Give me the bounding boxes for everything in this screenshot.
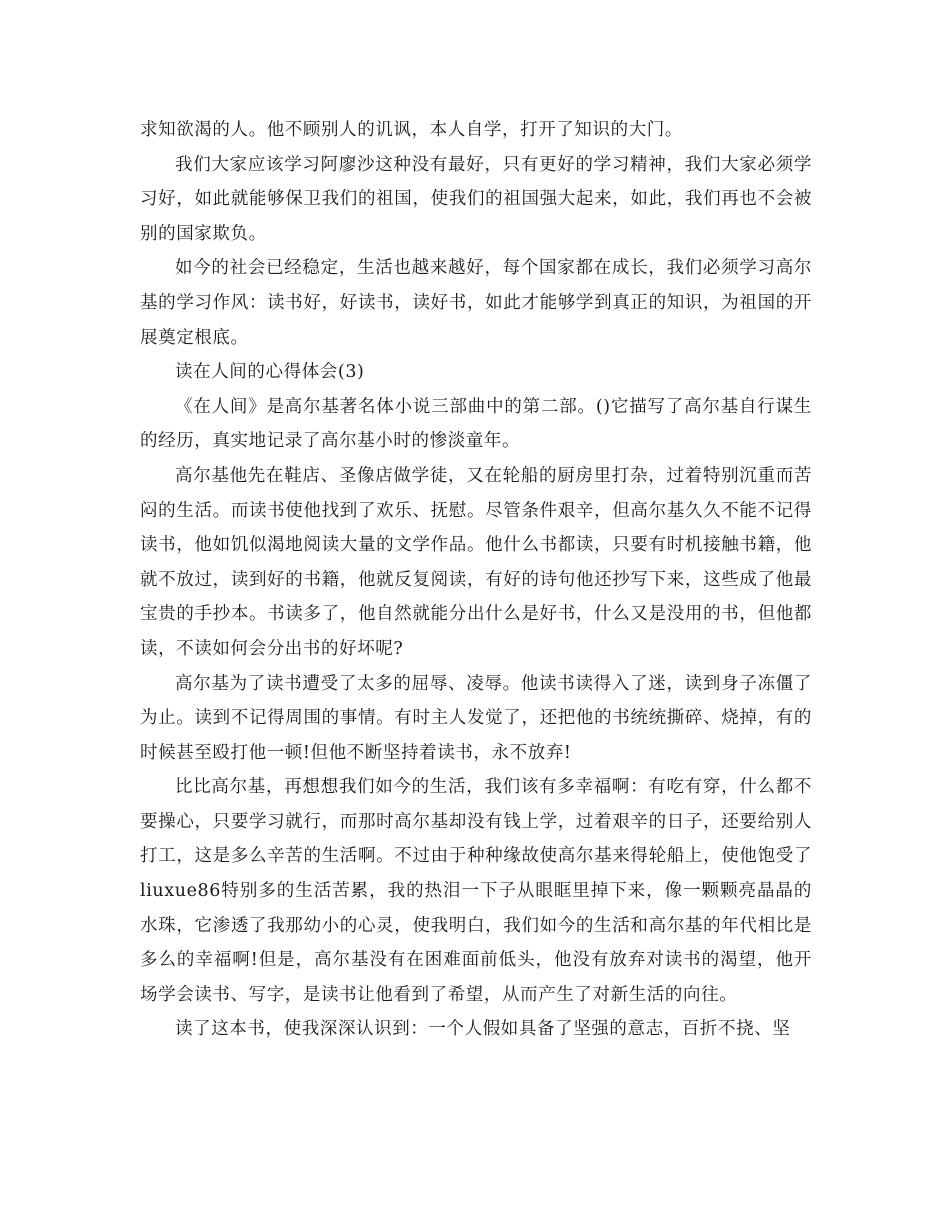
paragraph: 高尔基他先在鞋店、圣像店做学徒，又在轮船的厨房里打杂，过着特别沉重而苦闷的生活。而读书使他找到了欢乐、抚慰。尽管条件艰辛，但高尔基久久不能不记得读书，他如饥似渴地阅读大量的文学作品。他什么书都读，只要有时机接触书籍，他就不放过，读到好的书籍，他就反复阅读，有好的诗句他还抄写下来，这些成了他最宝贵的手抄本。书读多了，他自然就能分出什么是好书，什么又是没用的书，但他都读，不读如何会分出书的好坏呢?: [140, 465, 812, 659]
document-body: [140, 113, 812, 1047]
paragraph: 比比高尔基，再想想我们如今的生活，我们该有多幸福啊：有吃有穿，什么都不要操心，只要学习就行，而那时高尔基却没有钱上学，过着艰辛的日子，还要给别人打工，这是多么辛苦的生活啊。不过由于种种缘故使高尔基来得轮船上，使他饱受了liuxue86特别多的生活苦累，我的热泪一下子从眼眶里掉下来，像一颗颗亮晶晶的水珠，它渗透了我那幼小的心灵，使我明白，我们如今的生活和高尔基的年代相比是多么的幸福啊!但是，高尔基没有在困难面前低头，他没有放弃对读书的渴望，他开场学会读书、写字，是读书让他看到了希望，从而产生了对新生活的向往。: [140, 777, 812, 1005]
paragraph: 求知欲渴的人。他不顾别人的讥讽，本人自学，打开了知识的大门。: [140, 120, 683, 140]
paragraph: 我们大家应该学习阿廖沙这种没有最好，只有更好的学习精神，我们大家必须学习好，如此就能够保卫我们的祖国，使我们的祖国强大起来，如此，我们再也不会被别的国家欺负。: [140, 154, 812, 244]
section-heading: 读在人间的心得体会(3): [175, 362, 365, 383]
paragraph: 如今的社会已经稳定，生活也越来越好，每个国家都在成长，我们必须学习高尔基的学习作风：读书好，好读书，读好书，如此才能够学到真正的知识，为祖国的开展奠定根底。: [140, 258, 812, 348]
paragraph: 高尔基为了读书遭受了太多的屈辱、凌辱。他读书读得入了迷，读到身子冻僵了为止。读到不记得周围的事情。有时主人发觉了，还把他的书统统撕碎、烧掉，有的时候甚至殴打他一顿!但他不断坚持着读书，永不放弃!: [140, 673, 812, 763]
paragraph: 《在人间》是高尔基著名体小说三部曲中的第二部。()它描写了高尔基自行谋生的经历，真实地记录了高尔基小时的惨淡童年。: [140, 396, 812, 452]
paragraph: 读了这本书，使我深深认识到：一个人假如具备了坚强的意志，百折不挠、坚: [175, 1019, 791, 1040]
